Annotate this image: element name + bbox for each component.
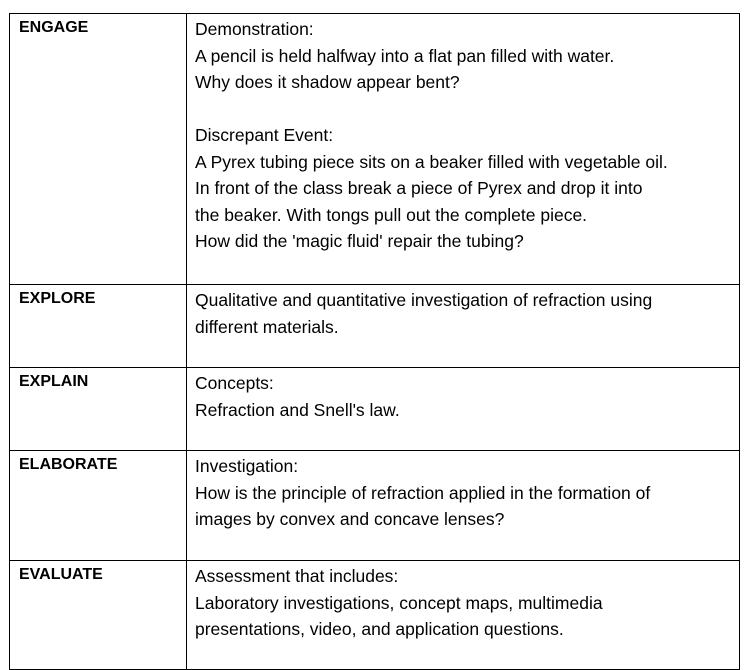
phase-label-evaluate: EVALUATE <box>10 561 187 670</box>
phase-description-explain <box>187 368 740 451</box>
table-row-explore <box>10 285 740 368</box>
phase-description-evaluate <box>187 561 740 670</box>
description-line: Refraction and Snell's law. <box>195 399 400 420</box>
section-heading-investigation: Investigation: <box>195 456 299 476</box>
phase-description-elaborate <box>187 451 740 561</box>
description-line: presentations, video, and application questions. <box>195 619 564 639</box>
phase-description-explore <box>187 285 740 368</box>
description-line: Laboratory investigations, concept maps, multimedia <box>195 592 603 613</box>
phase-label-elaborate: ELABORATE <box>10 451 187 561</box>
description-line: Qualitative and quantitative investigation of refraction using <box>195 290 653 310</box>
phase-label-explain: EXPLAIN <box>10 368 187 451</box>
section-heading-concepts: Concepts: <box>195 373 274 393</box>
section-heading-demonstration: Demonstration: <box>195 19 314 39</box>
section-heading-discrepant-event: Discrepant Event: <box>195 125 334 145</box>
table-row-engage <box>10 14 740 285</box>
description-line: In front of the class break a piece of Pyrex and drop it into <box>195 178 643 198</box>
table-row-evaluate <box>10 561 740 670</box>
description-line: the beaker. With tongs pull out the complete piece. <box>195 204 588 225</box>
paragraph-gap <box>195 96 735 123</box>
description-line: A pencil is held halfway into a flat pan filled with water. <box>195 45 615 66</box>
phase-description-engage <box>187 14 740 285</box>
section-heading-assessment: Assessment that includes: <box>195 566 399 586</box>
description-line: different materials. <box>195 316 339 337</box>
table-row-explain <box>10 368 740 451</box>
table-row-elaborate <box>10 451 740 561</box>
phase-label-explore: EXPLORE <box>10 285 187 368</box>
phase-label-engage: ENGAGE <box>10 14 187 285</box>
description-line: Why does it shadow appear bent? <box>195 72 460 92</box>
description-line: How did the 'magic fluid' repair the tubing? <box>195 231 524 251</box>
description-line: A Pyrex tubing piece sits on a beaker filled with vegetable oil. <box>195 151 668 172</box>
description-line: How is the principle of refraction applied in the formation of <box>195 482 651 503</box>
description-line: images by convex and concave lenses? <box>195 509 505 529</box>
5e-lesson-table <box>9 13 740 670</box>
